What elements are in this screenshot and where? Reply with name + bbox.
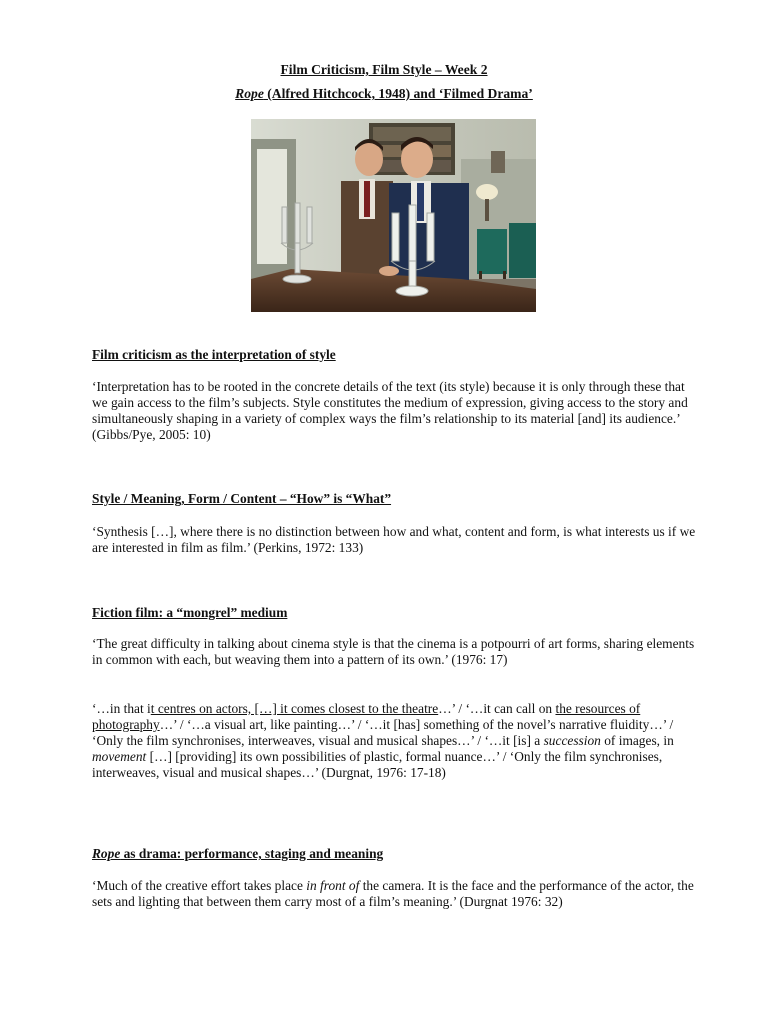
text-part: the camera. It is the face and the performance of the actor, the sets and lighting that between them carry most of a film’s meaning.’ (Durgnat 1976: 32) [92, 878, 694, 909]
quote-part: ‘…in that i [92, 701, 151, 716]
section-heading-style-meaning: Style / Meaning, Form / Content – “How” is “What” [92, 491, 392, 506]
document-subtitle [0, 86, 768, 102]
paragraph-interpretation: ‘Interpretation has to be rooted in the concrete details of the text (its style) because it is only through these that we gain access to the film’s subjects. Style constitutes the medium of expression, giving access to the story and simultaneously shaping in a variety of complex ways the film’s relationship to its material [and] its audience.’ (Gibbs/Pye, 2005: 10) [92, 379, 688, 442]
quote-part: …’ / ‘…a visual art, like painting…’ / ‘…it [has] something of the novel’s narrative fluidity…’ / ‘Only the film synchronises, interweaves, visual and musical shapes…’ / ‘…it [is] a [92, 717, 674, 748]
paragraph-synthesis: ‘Synthesis […], where there is no distinction between how and what, content and form, is what interests us if we are interested in film as film.’ (Perkins, 1972: 133) [92, 524, 696, 555]
text-italic-in-front-of: in front of [306, 878, 360, 893]
section-heading-rope-drama [92, 846, 383, 862]
quote-part: of images, in [600, 733, 674, 748]
quote-italic-movement: movement [92, 749, 147, 764]
heading-rest: as drama: performance, staging and meaning [120, 846, 384, 861]
film-still-image [251, 119, 536, 312]
quote-underlined-theatre: t centres on actors, […] it comes closest to the theatre [150, 701, 439, 716]
heading-film-title: Rope [92, 846, 121, 861]
paragraph-durgnat-quote [92, 701, 698, 781]
section-heading-interpretation: Film criticism as the interpretation of style [92, 347, 336, 362]
paragraph-potpourri: ‘The great difficulty in talking about cinema style is that the cinema is a potpourri of art forms, sharing elements in common with each, but weaving them into a pattern of its own.’ (1976: 17) [92, 636, 695, 667]
section-heading-mongrel-medium: Fiction film: a “mongrel” medium [92, 605, 288, 620]
document-title: Film Criticism, Film Style – Week 2 [280, 62, 488, 77]
film-title: Rope [235, 86, 264, 101]
quote-italic-succession: succession [543, 733, 601, 748]
subtitle-rest: (Alfred Hitchcock, 1948) and ‘Filmed Drama’ [263, 86, 533, 101]
quote-part: […] [providing] its own possibilities of plastic, formal nuance…’ / ‘Only the film synchronises, interweaves, visual and musical shapes…’ (Durgnat, 1976: 17-18) [92, 749, 663, 780]
paragraph-creative-effort [92, 878, 698, 910]
text-part: ‘Much of the creative effort takes place [92, 878, 307, 893]
quote-underlined-photography: the resources of photography [92, 701, 641, 732]
quote-part: …’ / ‘…it can call on [438, 701, 556, 716]
